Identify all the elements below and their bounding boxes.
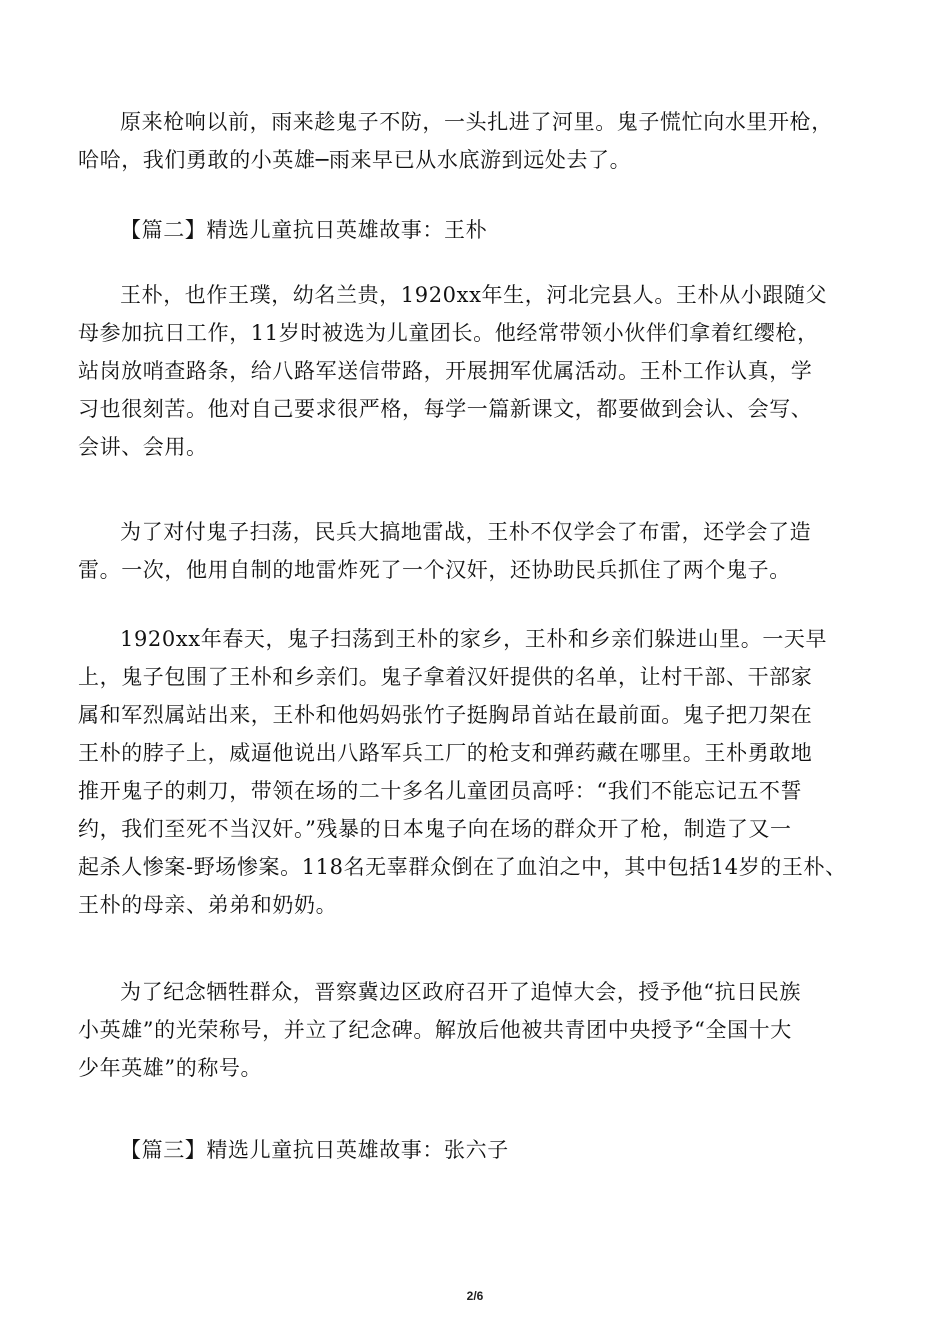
text-line: 雷。一次，他用自制的地雷炸死了一个汉奸，还协助民兵抓住了两个鬼子。 bbox=[78, 558, 791, 582]
text-line: 1920xx年春天，鬼子扫荡到王朴的家乡，王朴和乡亲们躲进山里。一天早 bbox=[120, 627, 828, 651]
text-line: 习也很刻苦。他对自己要求很严格，每学一篇新课文，都要做到会认、会写、 bbox=[78, 397, 813, 421]
text-line: 站岗放哨查路条，给八路军送信带路，开展拥军优属活动。王朴工作认真，学 bbox=[78, 359, 813, 383]
paragraph-massacre bbox=[78, 620, 878, 924]
text-line: 约，我们至死不当汉奸。”残暴的日本鬼子向在场的群众开了枪，制造了又一 bbox=[78, 817, 792, 841]
text-line: 原来枪响以前，雨来趁鬼子不防，一头扎进了河里。鬼子慌忙向水里开枪， bbox=[120, 110, 833, 134]
text-line: 上，鬼子包围了王朴和乡亲们。鬼子拿着汉奸提供的名单，让村干部、干部家 bbox=[78, 665, 813, 689]
paragraph-memorial bbox=[78, 973, 878, 1087]
text-line: 王朴的母亲、弟弟和奶奶。 bbox=[78, 893, 338, 917]
text-line: 小英雄”的光荣称号，并立了纪念碑。解放后他被共青团中央授予“全国十大 bbox=[78, 1018, 792, 1042]
paragraph-yulai-ending bbox=[78, 103, 878, 179]
section-heading-part-three: 【篇三】精选儿童抗日英雄故事：张六子 bbox=[120, 1138, 509, 1162]
text-line: 母参加抗日工作，11岁时被选为儿童团长。他经常带领小伙伴们拿着红缨枪， bbox=[78, 321, 819, 345]
text-line: 推开鬼子的刺刀，带领在场的二十多名儿童团员高呼：“我们不能忘记五不誓 bbox=[78, 779, 803, 803]
text-line: 王朴，也作王璞，幼名兰贵，1920xx年生，河北完县人。王朴从小跟随父 bbox=[120, 283, 828, 307]
text-line: 为了纪念牺牲群众，晋察冀边区政府召开了追悼大会，授予他“抗日民族 bbox=[120, 980, 801, 1004]
text-line: 为了对付鬼子扫荡，民兵大搞地雷战，王朴不仅学会了布雷，还学会了造 bbox=[120, 520, 812, 544]
section-heading-part-two: 【篇二】精选儿童抗日英雄故事：王朴 bbox=[120, 218, 488, 242]
page-number: 2/6 bbox=[466, 1289, 484, 1303]
paragraph-wangpu-intro bbox=[78, 276, 878, 466]
text-line: 会讲、会用。 bbox=[78, 435, 208, 459]
text-line: 属和军烈属站出来，王朴和他妈妈张竹子挺胸昂首站在最前面。鬼子把刀架在 bbox=[78, 703, 813, 727]
text-line: 起杀人惨案-野场惨案。118名无辜群众倒在了血泊之中，其中包括14岁的王朴、 bbox=[78, 855, 847, 879]
paragraph-mine-warfare bbox=[78, 513, 878, 589]
text-line: 王朴的脖子上，威逼他说出八路军兵工厂的枪支和弹药藏在哪里。王朴勇敢地 bbox=[78, 741, 813, 765]
text-line: 哈哈，我们勇敢的小英雄─雨来早已从水底游到远处去了。 bbox=[78, 148, 632, 172]
text-line: 少年英雄”的称号。 bbox=[78, 1056, 263, 1080]
